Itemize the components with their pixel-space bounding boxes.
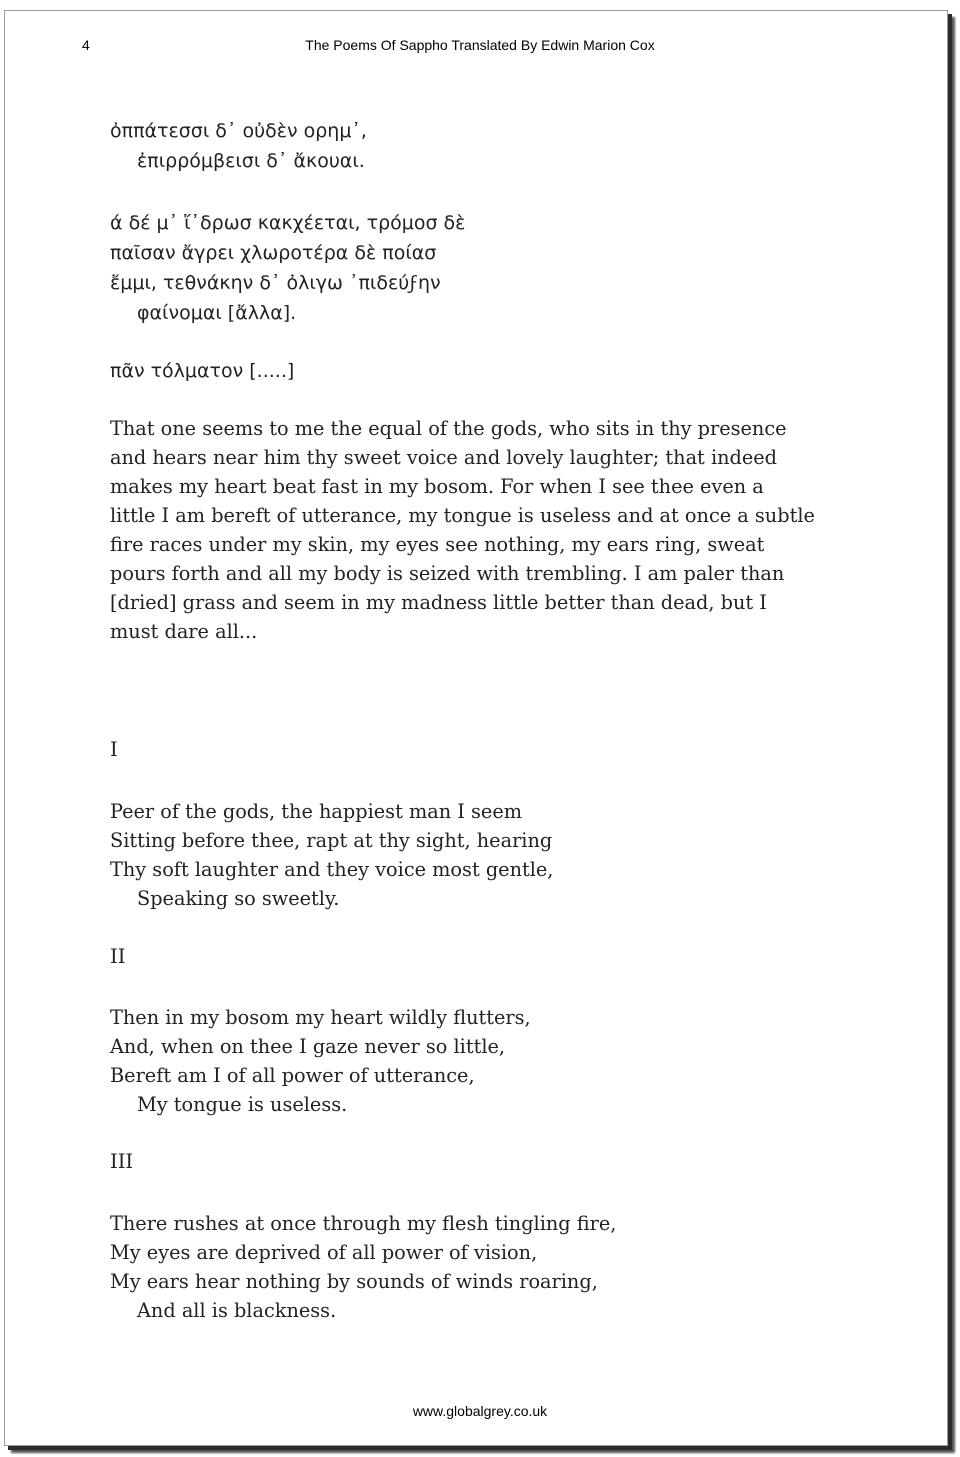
poem-line: Then in my bosom my heart wildly flutters,: [110, 1006, 531, 1029]
poem-line: And all is blackness.: [137, 1299, 337, 1322]
poem-line: My tongue is useless.: [137, 1093, 348, 1116]
poem-line: And, when on thee I gaze never so little,: [110, 1035, 506, 1058]
prose-line: [dried] grass and seem in my madness little better than dead, but I: [110, 591, 767, 614]
poem-line: Bereft am I of all power of utterance,: [110, 1064, 475, 1087]
greek-line: ἔμμι, τεθνάκην δ᾽ ὀλιγω ᾽πιδεύϝην: [110, 272, 441, 294]
poem-stanza: [110, 1209, 616, 1325]
page-number: 4: [82, 37, 90, 53]
prose-line: fire races under my skin, my eyes see nothing, my ears ring, sweat: [110, 533, 765, 556]
poem-line: My ears hear nothing by sounds of winds roaring,: [110, 1270, 598, 1293]
poem-stanza: [110, 797, 553, 913]
greek-line: ὀππάτεσσι δ᾽ οὐδὲν ορημ᾽,: [110, 120, 367, 142]
prose-translation: [110, 414, 830, 646]
prose-line: must dare all...: [110, 620, 258, 643]
poem-line: There rushes at once through my flesh tingling fire,: [110, 1212, 617, 1235]
greek-line: ἐπιρρόμβεισι δ᾽ ἄκουαι.: [137, 150, 365, 172]
prose-line: makes my heart beat fast in my bosom. For when I see thee even a: [110, 475, 764, 498]
poem-stanza: [110, 1003, 531, 1119]
prose-line: little I am bereft of utterance, my tongue is useless and at once a subtle: [110, 504, 815, 527]
prose-line: That one seems to me the equal of the gods, who sits in thy presence: [110, 417, 787, 440]
greek-line: ά δέ μ᾽ ἴ᾽δρωσ κακχέεται, τρόμοσ δὲ: [110, 212, 466, 234]
greek-stanza-3: [110, 356, 294, 386]
poem-line: Sitting before thee, rapt at thy sight, hearing: [110, 829, 553, 852]
poem-line: My eyes are deprived of all power of vision,: [110, 1241, 538, 1264]
greek-line: φαίνομαι [ἄλλα].: [137, 302, 297, 324]
greek-line: παῖσαν ἄγρει χλωροτέρα δὲ ποίασ: [110, 242, 437, 264]
prose-line: and hears near him thy sweet voice and lovely laughter; that indeed: [110, 446, 778, 469]
greek-stanza-2: [110, 208, 465, 328]
greek-line: πᾶν τόλματον [.....]: [110, 360, 295, 382]
footer-url: www.globalgrey.co.uk: [412, 1403, 548, 1419]
stanza-numeral: II: [110, 945, 126, 968]
stanza-numeral: I: [110, 738, 118, 761]
poem-line: Speaking so sweetly.: [137, 887, 340, 910]
stanza-numeral: III: [110, 1150, 134, 1173]
prose-line: pours forth and all my body is seized with trembling. I am paler than: [110, 562, 785, 585]
poem-line: Peer of the gods, the happiest man I seem: [110, 800, 523, 823]
poem-line: Thy soft laughter and they voice most gentle,: [110, 858, 554, 881]
greek-stanza-1: [110, 116, 367, 176]
running-header-title: The Poems Of Sappho Translated By Edwin Marion Cox: [305, 37, 655, 53]
